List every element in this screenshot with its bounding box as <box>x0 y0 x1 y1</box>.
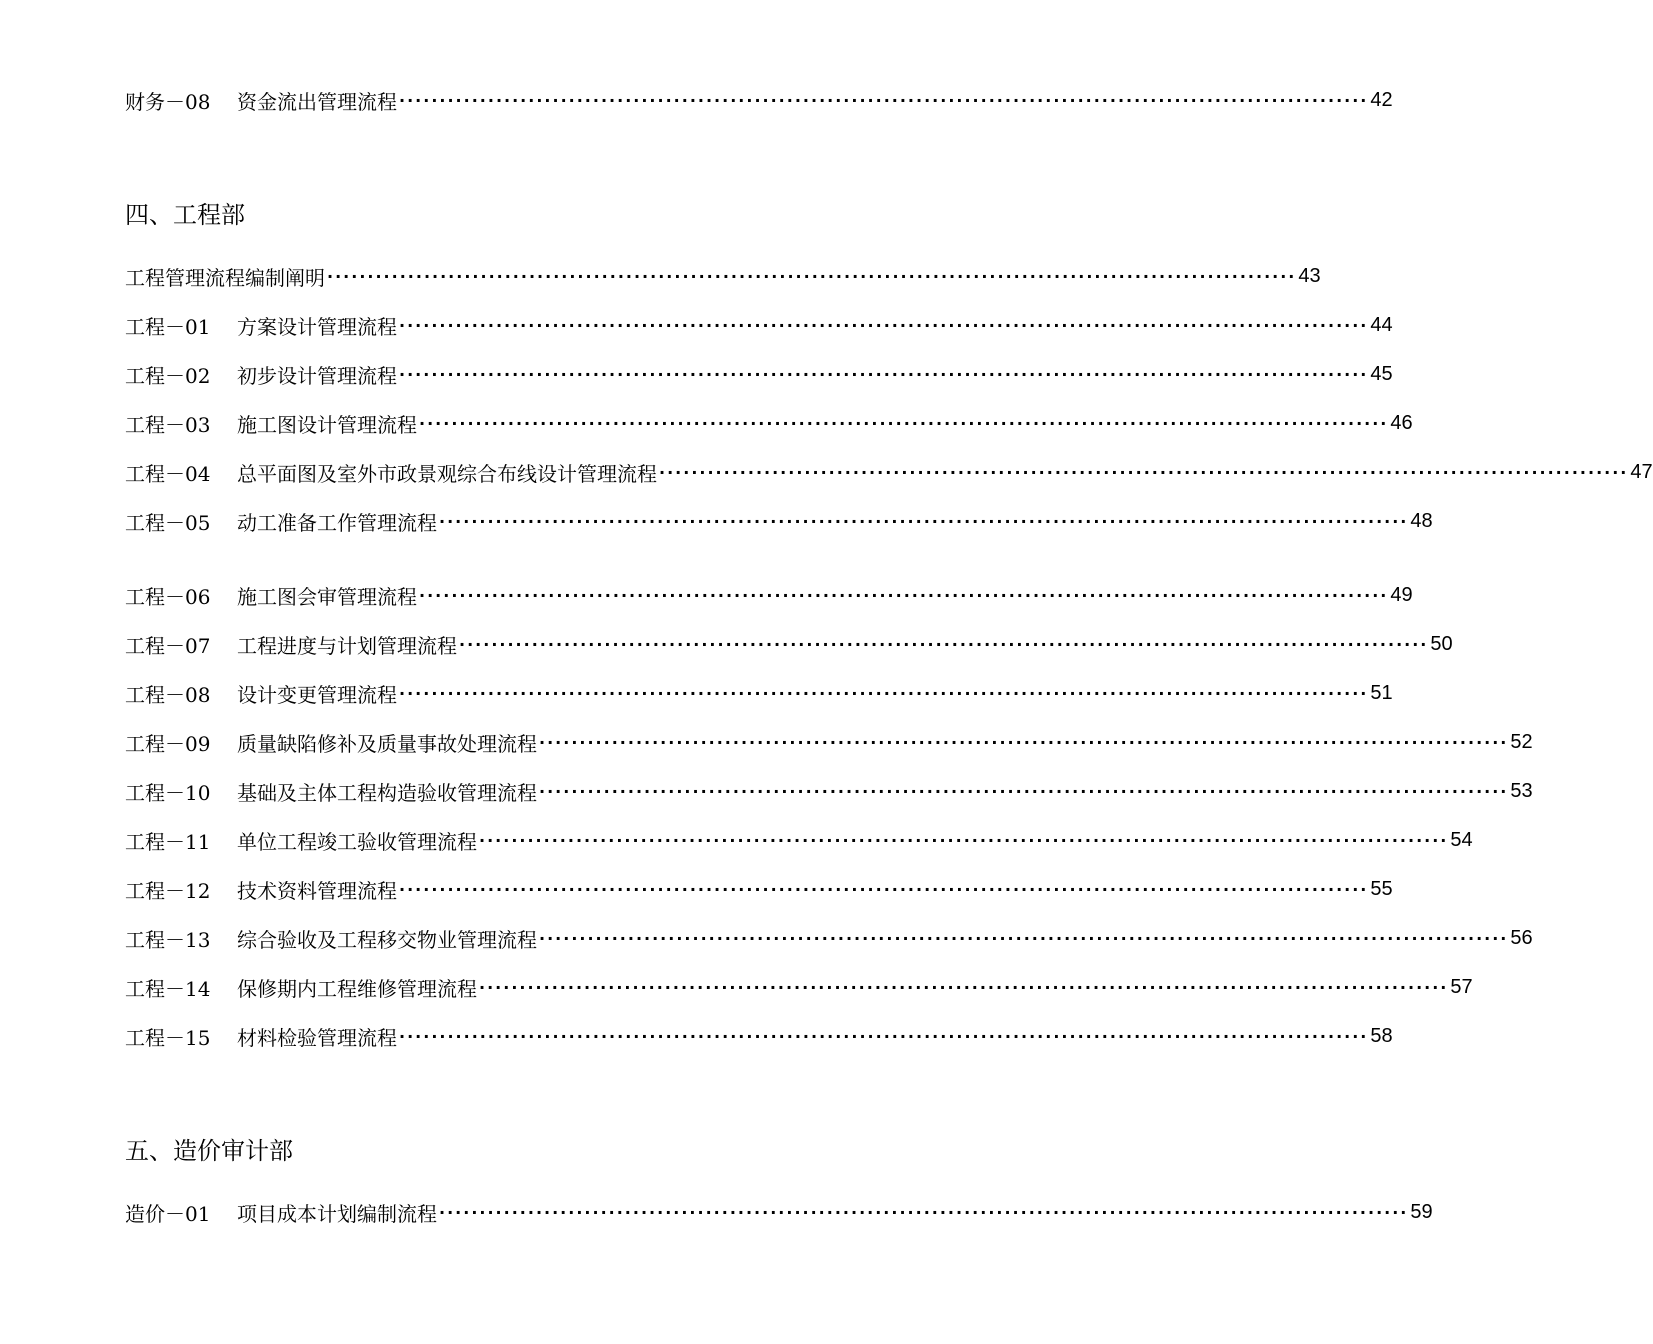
entry-title: 动工准备工作管理流程 <box>237 510 437 535</box>
entry-page: 45 <box>1370 362 1393 385</box>
entry-page: 42 <box>1370 88 1393 111</box>
toc-entry[interactable] <box>125 629 1453 659</box>
entry-page: 52 <box>1510 730 1533 753</box>
dot-leader: ························································································································ <box>539 732 1509 752</box>
dot-leader: ························································································································ <box>479 830 1449 850</box>
entry-title: 施工图会审管理流程 <box>237 584 417 609</box>
entry-page: 59 <box>1410 1200 1433 1223</box>
dot-leader: ························································································································ <box>399 683 1369 703</box>
entry-code: 工程－07 <box>125 633 211 658</box>
toc-entry[interactable] <box>125 825 1473 855</box>
dot-leader: ························································································································ <box>539 781 1509 801</box>
dot-leader: ························································································································ <box>399 1026 1369 1046</box>
entry-code: 工程－04 <box>125 461 211 486</box>
entry-title: 项目成本计划编制流程 <box>237 1201 437 1226</box>
entry-code: 工程－11 <box>125 829 211 854</box>
section-heading: 四、工程部 <box>125 201 245 229</box>
entry-code: 工程－09 <box>125 731 211 756</box>
toc-entry[interactable] <box>125 972 1473 1002</box>
dot-leader: ························································································································ <box>479 977 1449 997</box>
toc-entry[interactable] <box>125 359 1393 389</box>
entry-code: 财务－08 <box>125 89 211 114</box>
dot-leader: ························································································································ <box>399 879 1369 899</box>
entry-page: 43 <box>1298 264 1321 287</box>
entry-page: 46 <box>1390 411 1413 434</box>
dot-leader: ························································································································ <box>419 585 1389 605</box>
entry-page: 55 <box>1370 877 1393 900</box>
toc-entry[interactable] <box>125 874 1393 904</box>
entry-title: 施工图设计管理流程 <box>237 412 417 437</box>
toc-entry[interactable] <box>125 678 1393 708</box>
section-heading: 五、造价审计部 <box>125 1137 293 1165</box>
toc-entry[interactable] <box>125 580 1413 610</box>
entry-title: 资金流出管理流程 <box>237 89 397 114</box>
entry-page: 57 <box>1450 975 1473 998</box>
entry-code: 工程－15 <box>125 1025 211 1050</box>
toc-entry[interactable] <box>125 923 1533 953</box>
entry-code: 工程－13 <box>125 927 211 952</box>
entry-page: 54 <box>1450 828 1473 851</box>
entry-title: 工程管理流程编制阐明 <box>125 265 325 290</box>
entry-code: 工程－08 <box>125 682 211 707</box>
dot-leader: ························································································································ <box>539 928 1509 948</box>
entry-code: 工程－03 <box>125 412 211 437</box>
entry-title: 初步设计管理流程 <box>237 363 397 388</box>
entry-code: 工程－02 <box>125 363 211 388</box>
entry-code: 工程－05 <box>125 510 211 535</box>
entry-title: 质量缺陷修补及质量事故处理流程 <box>237 731 537 756</box>
toc-entry[interactable] <box>125 261 1321 291</box>
entry-code: 造价－01 <box>125 1201 211 1226</box>
entry-title: 设计变更管理流程 <box>237 682 397 707</box>
entry-code: 工程－06 <box>125 584 211 609</box>
entry-code: 工程－12 <box>125 878 211 903</box>
entry-page: 51 <box>1370 681 1393 704</box>
toc-entry[interactable] <box>125 85 1393 115</box>
dot-leader: ························································································································ <box>399 90 1369 110</box>
dot-leader: ························································································································ <box>419 413 1389 433</box>
entry-page: 58 <box>1370 1024 1393 1047</box>
dot-leader: ························································································································ <box>327 266 1297 286</box>
dot-leader: ························································································································ <box>399 315 1369 335</box>
toc-entry[interactable] <box>125 776 1533 806</box>
dot-leader: ························································································································ <box>399 364 1369 384</box>
dot-leader: ························································································································ <box>439 511 1409 531</box>
dot-leader: ························································································································ <box>439 1202 1409 1222</box>
entry-code: 工程－10 <box>125 780 211 805</box>
entry-page: 56 <box>1510 926 1533 949</box>
entry-title: 综合验收及工程移交物业管理流程 <box>237 927 537 952</box>
toc-entry[interactable] <box>125 727 1533 757</box>
entry-title: 总平面图及室外市政景观综合布线设计管理流程 <box>237 461 657 486</box>
entry-title: 保修期内工程维修管理流程 <box>237 976 477 1001</box>
toc-entry[interactable] <box>125 310 1393 340</box>
entry-page: 44 <box>1370 313 1393 336</box>
entry-code: 工程－01 <box>125 314 211 339</box>
entry-title: 基础及主体工程构造验收管理流程 <box>237 780 537 805</box>
entry-title: 单位工程竣工验收管理流程 <box>237 829 477 854</box>
entry-page: 53 <box>1510 779 1533 802</box>
entry-title: 技术资料管理流程 <box>237 878 397 903</box>
entry-title: 方案设计管理流程 <box>237 314 397 339</box>
toc-entry[interactable] <box>125 506 1433 536</box>
entry-page: 47 <box>1630 460 1653 483</box>
entry-title: 材料检验管理流程 <box>237 1025 397 1050</box>
entry-title: 工程进度与计划管理流程 <box>237 633 457 658</box>
toc-entry[interactable] <box>125 408 1413 438</box>
toc-entry[interactable] <box>125 1021 1393 1051</box>
toc-entry[interactable] <box>125 1197 1433 1227</box>
entry-code: 工程－14 <box>125 976 211 1001</box>
dot-leader: ························································································································ <box>459 634 1429 654</box>
entry-page: 49 <box>1390 583 1413 606</box>
dot-leader: ························································································································ <box>659 462 1629 482</box>
entry-page: 48 <box>1410 509 1433 532</box>
entry-page: 50 <box>1430 632 1453 655</box>
toc-entry[interactable] <box>125 457 1653 487</box>
